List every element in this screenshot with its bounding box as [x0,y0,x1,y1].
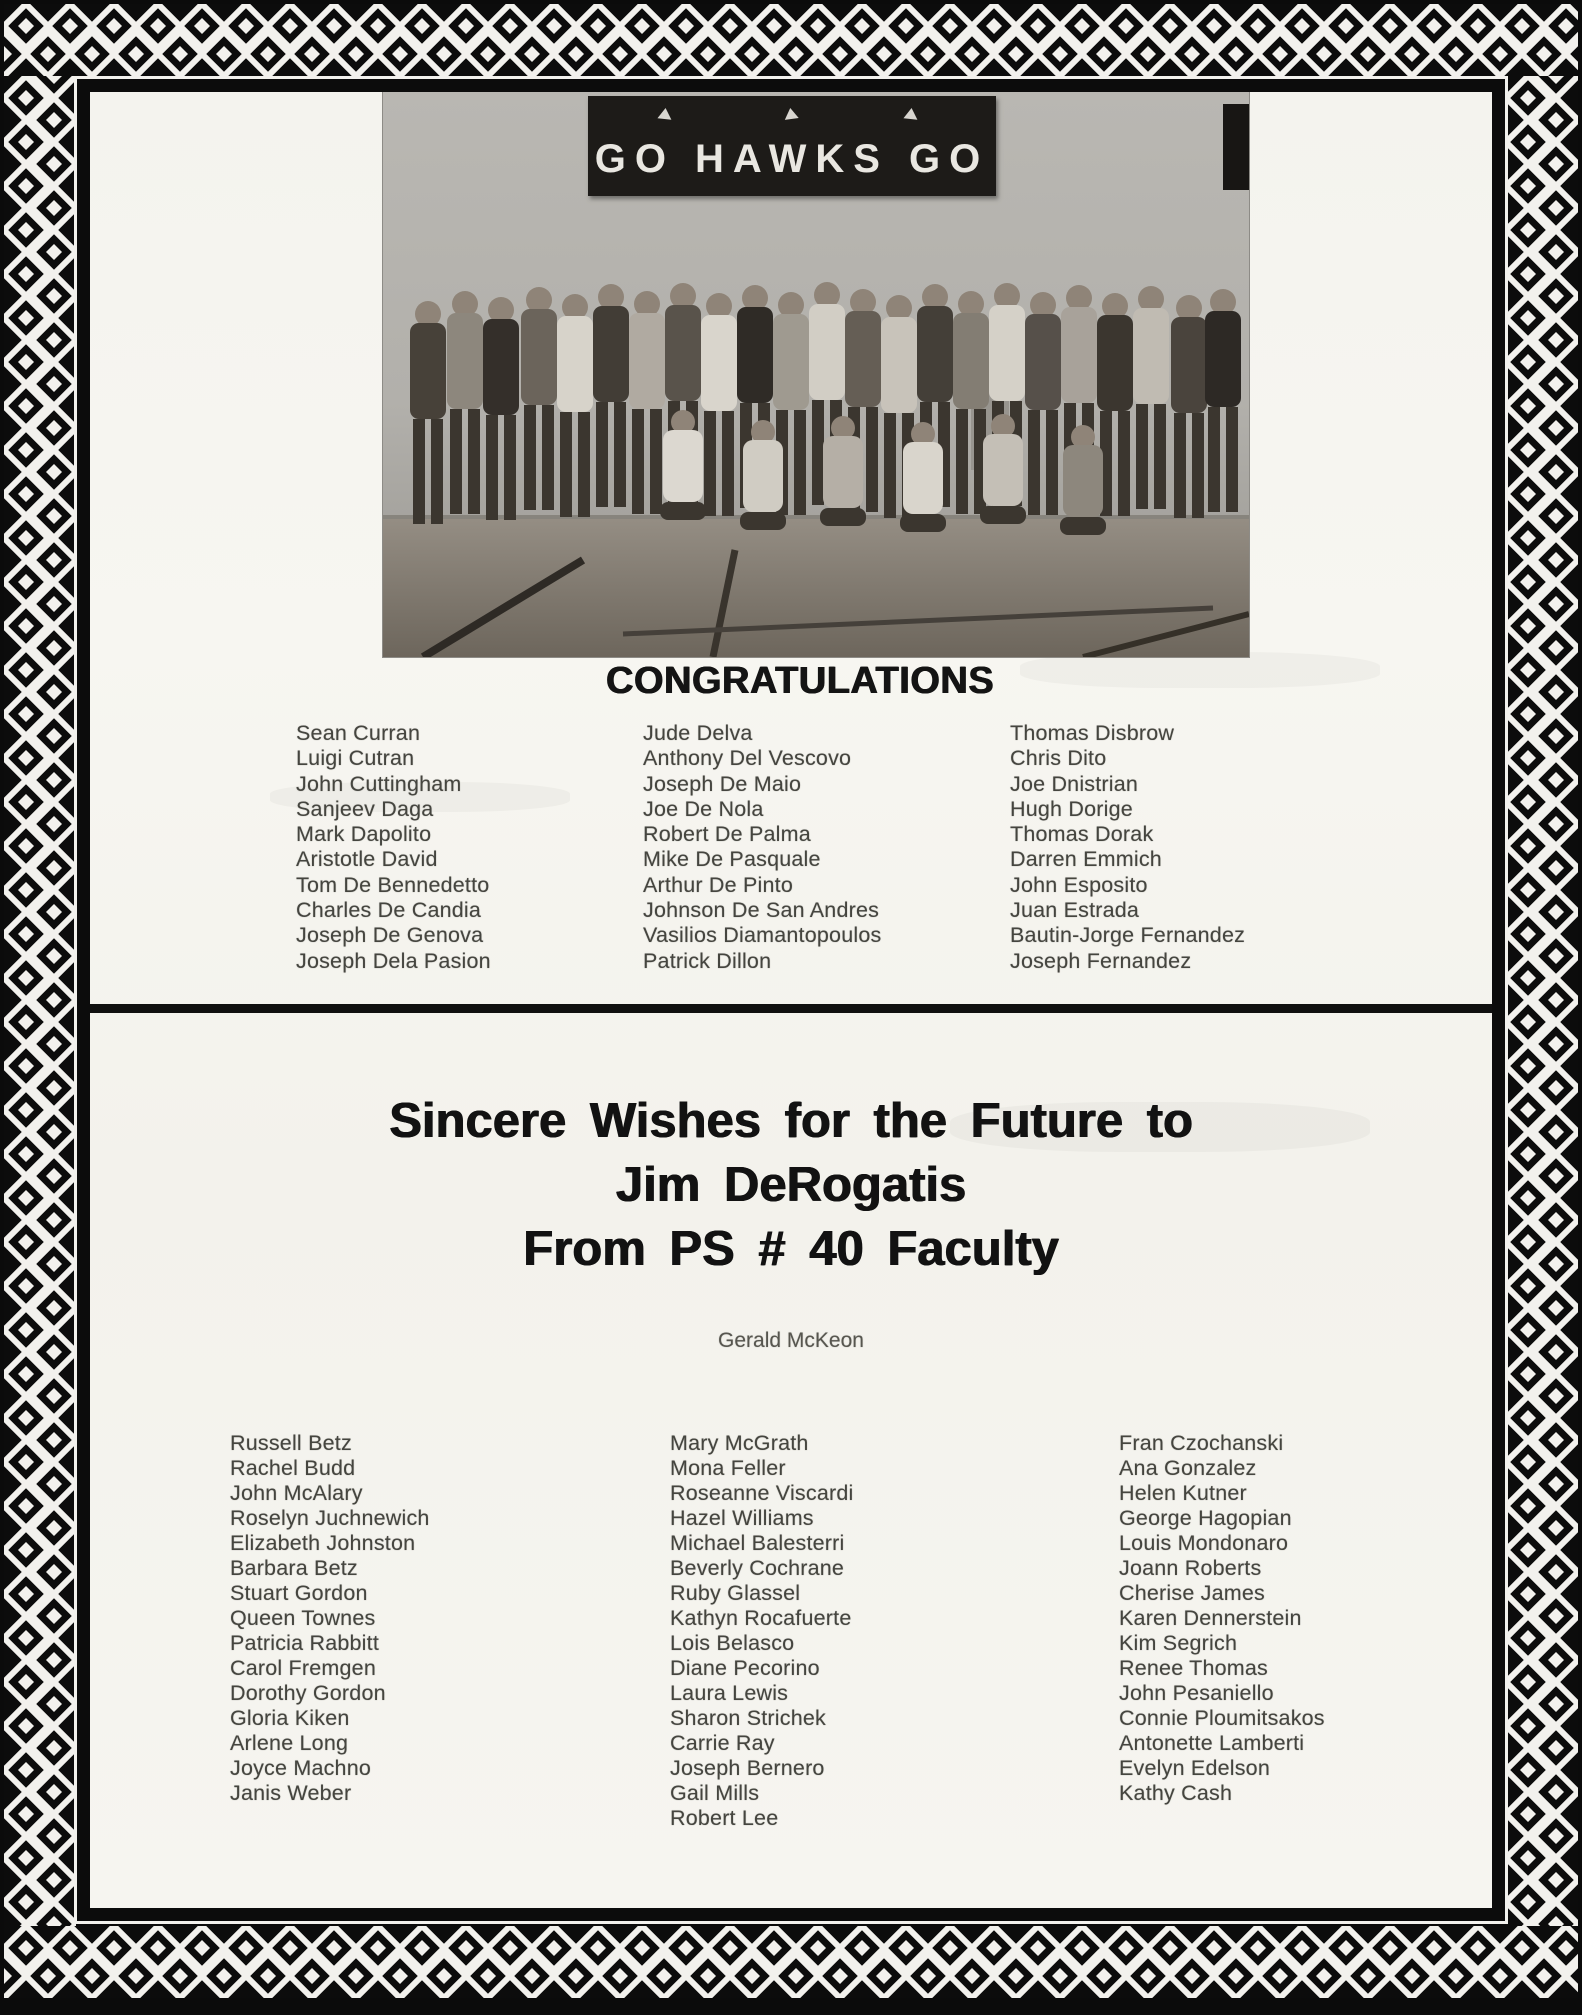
name-entry: Cherise James [1119,1581,1265,1605]
name-entry: Renee Thomas [1119,1656,1269,1680]
go-hawks-banner [588,96,996,196]
border-pattern-left [4,76,76,1926]
wishes-title [90,1089,1492,1281]
name-entry: John McAlary [230,1481,363,1505]
name-entry: Gail Mills [670,1781,760,1805]
name-entry: Janis Weber [230,1781,352,1805]
name-entry: Rachel Budd [230,1456,356,1480]
wishes-subtitle: Gerald McKeon [718,1329,864,1352]
name-entry: Joseph Bernero [670,1756,825,1780]
name-entry: Sanjeev Daga [296,796,434,821]
name-entry: Dorothy Gordon [230,1681,386,1705]
name-entry: Carol Fremgen [230,1656,376,1680]
wishes-title-line-3: From PS # 40 Faculty [523,1222,1059,1276]
name-entry: Kathy Cash [1119,1781,1233,1805]
name-entry: Joseph De Genova [296,923,484,948]
congrats-name-column-3 [1010,721,1245,974]
name-entry: Evelyn Edelson [1119,1756,1271,1780]
congrats-name-column-1 [296,721,491,974]
hawk-icon [657,107,672,119]
name-entry: Charles De Candia [296,898,482,923]
name-entry: Patrick Dillon [643,948,772,973]
name-entry: Robert Lee [670,1806,779,1830]
name-entry: Russell Betz [230,1431,352,1455]
name-entry: Michael Balesterri [670,1531,845,1555]
name-entry: Joe Dnistrian [1010,771,1139,796]
name-entry: John Cuttingham [296,771,462,796]
name-entry: Diane Pecorino [670,1656,820,1680]
name-entry: Aristotle David [296,847,438,872]
name-entry: Mark Dapolito [296,822,432,847]
name-entry: George Hagopian [1119,1506,1292,1530]
name-entry: Mona Feller [670,1456,786,1480]
wishes-title-line-1: Sincere Wishes for the Future to [389,1094,1193,1148]
name-entry: Gloria Kiken [230,1706,350,1730]
banner-text: GO HAWKS GO [594,137,990,181]
name-entry: Karen Dennerstein [1119,1606,1302,1630]
name-entry: Robert De Palma [643,822,811,847]
name-entry: Joseph Dela Pasion [296,948,491,973]
name-entry: Darren Emmich [1010,847,1162,872]
congrats-name-column-2 [643,721,881,974]
name-entry: Thomas Dorak [1010,822,1154,847]
name-entry: Tom De Bennedetto [296,872,490,897]
name-entry: Connie Ploumitsakos [1119,1706,1325,1730]
name-entry: Lois Belasco [670,1631,795,1655]
section-divider-rule [90,1004,1492,1013]
name-entry: Arlene Long [230,1731,349,1755]
name-entry: Joann Roberts [1119,1556,1262,1580]
name-entry: Carrie Ray [670,1731,775,1755]
name-entry: Juan Estrada [1010,898,1140,923]
name-entry: Barbara Betz [230,1556,358,1580]
photo-edge-banner-fragment [1223,104,1249,190]
name-entry: Sean Curran [296,721,421,745]
name-entry: Roseanne Viscardi [670,1481,854,1505]
border-pattern-right [1506,76,1578,1926]
name-entry: Louis Mondonaro [1119,1531,1289,1555]
name-entry: Luigi Cutran [296,746,415,771]
name-entry: Arthur De Pinto [643,872,793,897]
name-entry: Kathyn Rocafuerte [670,1606,852,1630]
name-entry: John Pesaniello [1119,1681,1274,1705]
inner-frame [74,76,1508,1924]
name-entry: Johnson De San Andres [643,898,880,923]
congratulations-heading: CONGRATULATIONS [605,660,995,702]
name-entry: John Esposito [1010,872,1148,897]
name-entry: Antonette Lamberti [1119,1731,1305,1755]
name-entry: Bautin-Jorge Fernandez [1010,923,1246,948]
name-entry: Jude Delva [643,721,753,745]
name-entry: Vasilios Diamantopoulos [643,923,882,948]
border-pattern-top [4,4,1578,76]
name-entry: Stuart Gordon [230,1581,368,1605]
hawk-icon [783,107,798,120]
wishes-title-line-2: Jim DeRogatis [615,1158,967,1212]
name-entry: Thomas Disbrow [1010,721,1175,745]
name-entry: Mike De Pasquale [643,847,821,872]
name-entry: Ana Gonzalez [1119,1456,1257,1480]
name-entry: Queen Townes [230,1606,376,1630]
name-entry: Elizabeth Johnston [230,1531,416,1555]
name-entry: Joe De Nola [643,796,764,821]
name-entry: Fran Czochanski [1119,1431,1284,1455]
name-entry: Joyce Machno [230,1756,372,1780]
group-photo [383,92,1249,657]
name-entry: Sharon Strichek [670,1706,826,1730]
name-entry: Laura Lewis [670,1681,789,1705]
name-entry: Joseph De Maio [643,771,802,796]
name-entry: Beverly Cochrane [670,1556,845,1580]
name-entry: Kim Segrich [1119,1631,1238,1655]
name-entry: Hazel Williams [670,1506,814,1530]
faculty-name-column-1 [230,1431,430,1806]
name-entry: Hugh Dorige [1010,796,1133,821]
name-entry: Roselyn Juchnewich [230,1506,430,1530]
name-entry: Patricia Rabbitt [230,1631,379,1655]
paper [90,92,1492,1908]
name-entry: Chris Dito [1010,746,1107,771]
border-pattern-bottom [4,1926,1578,1998]
faculty-name-column-2 [670,1431,853,1831]
name-entry: Joseph Fernandez [1010,948,1192,973]
faculty-name-column-3 [1119,1431,1325,1806]
name-entry: Anthony Del Vescovo [643,746,852,771]
name-entry: Ruby Glassel [670,1581,801,1605]
name-entry: Helen Kutner [1119,1481,1247,1505]
hawk-icon [903,107,918,119]
name-entry: Mary McGrath [670,1431,809,1455]
